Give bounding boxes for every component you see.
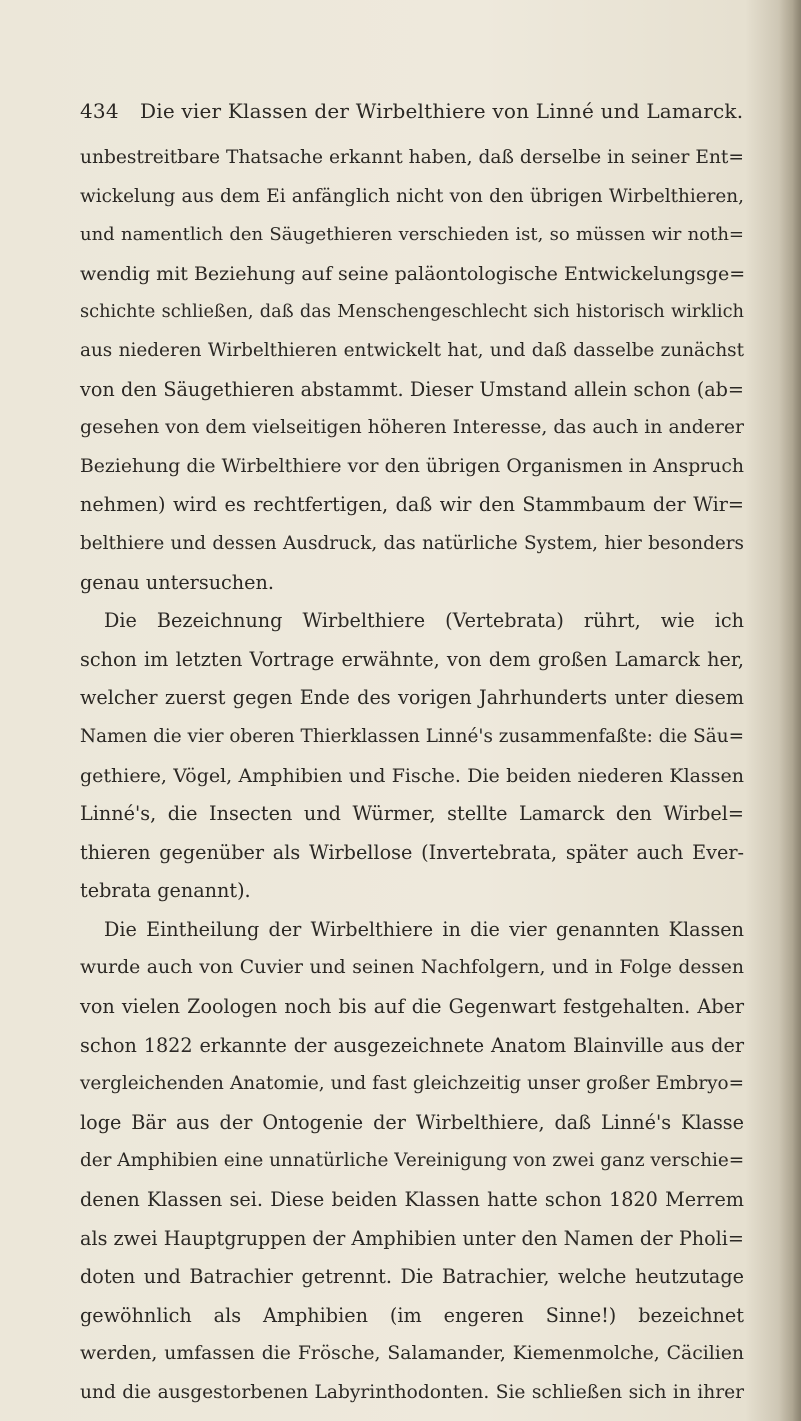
text-line: loge Bär aus der Ontogenie der Wirbelthiere, daß Linné's Klasse	[80, 1110, 744, 1134]
text-line: wurde auch von Cuvier und seinen Nachfolgern, und in Folge dessen	[80, 957, 744, 979]
text-line: vergleichenden Anatomie, und fast gleichzeitig unser großer Embryo=	[80, 1073, 744, 1095]
text-line: schichte schließen, daß das Menschengeschlecht sich historisch wirklich	[80, 301, 744, 323]
text-line: unbestreitbare Thatsache erkannt haben, daß derselbe in seiner Ent=	[80, 147, 744, 168]
running-title: Die vier Klassen der Wirbelthiere von Linné und Lamarck.	[140, 99, 744, 123]
text-line: Beziehung die Wirbelthiere vor den übrigen Organismen in Anspruch	[80, 455, 744, 477]
text-line: Die Bezeichnung Wirbelthiere (Vertebrata) rührt, wie ich	[104, 609, 744, 633]
text-line: wendig mit Beziehung auf seine paläontologische Entwickelungsge=	[80, 262, 746, 285]
text-line: Linné's, die Insecten und Würmer, stellte Lamarck den Wirbel=	[80, 802, 744, 826]
text-line: denen Klassen sei. Diese beiden Klassen hatte schon 1820 Merrem	[80, 1188, 744, 1212]
text-line: und namentlich den Säugethieren verschieden ist, so müssen wir noth=	[80, 224, 744, 246]
text-line: von vielen Zoologen noch bis auf die Gegenwart festgehalten. Aber	[80, 995, 744, 1019]
text-line: Namen die vier oberen Thierklassen Linné's zusammenfaßte: die Säu=	[80, 725, 744, 747]
text-line: wickelung aus dem Ei anfänglich nicht von den übrigen Wirbelthieren,	[80, 185, 744, 207]
text-line: doten und Batrachier getrennt. Die Batrachier, welche heutzutage	[80, 1265, 744, 1289]
text-line: der Amphibien eine unnatürliche Vereinigung von zwei ganz verschie=	[80, 1150, 745, 1172]
text-line: tebrata genannt).	[80, 879, 251, 903]
text-line: gewöhnlich als Amphibien (im engeren Sinne!) bezeichnet	[80, 1303, 744, 1327]
text-line: aus niederen Wirbelthieren entwickelt hat, und daß dasselbe zunächst	[80, 339, 744, 361]
text-line: nehmen) wird es rechtfertigen, daß wir den Stammbaum der Wir=	[80, 493, 744, 517]
text-line: genau untersuchen.	[80, 570, 274, 594]
running-header	[80, 97, 744, 125]
body-text	[80, 139, 744, 1413]
text-line: werden, umfassen die Frösche, Salamander, Kiemenmolche, Cäcilien	[80, 1343, 744, 1365]
text-line: schon 1822 erkannte der ausgezeichnete Anatom Blainville aus der	[80, 1033, 744, 1057]
page-number: 434	[80, 99, 119, 123]
text-line: gethiere, Vögel, Amphibien und Fische. Die beiden niederen Klassen	[80, 764, 744, 787]
text-line: thieren gegenüber als Wirbellose (Invertebrata, später auch Ever-	[80, 840, 744, 864]
page-edge-shadow	[779, 0, 801, 1421]
text-line: welcher zuerst gegen Ende des vorigen Jahrhunderts unter diesem	[80, 686, 744, 710]
text-line: und die ausgestorbenen Labyrinthodonten. Sie schließen sich in ihrer	[80, 1382, 744, 1403]
text-line: belthiere und dessen Ausdruck, das natürliche System, hier besonders	[80, 532, 744, 554]
text-line: als zwei Hauptgruppen der Amphibien unter den Namen der Pholi=	[80, 1226, 744, 1250]
text-line: Die Eintheilung der Wirbelthiere in die vier genannten Klassen	[104, 917, 744, 941]
text-line: gesehen von dem vielseitigen höheren Interesse, das auch in anderer	[80, 417, 744, 439]
text-line: von den Säugethieren abstammt. Dieser Umstand allein schon (ab=	[80, 377, 744, 401]
text-line: schon im letzten Vortrage erwähnte, von dem großen Lamarck her,	[80, 647, 744, 671]
